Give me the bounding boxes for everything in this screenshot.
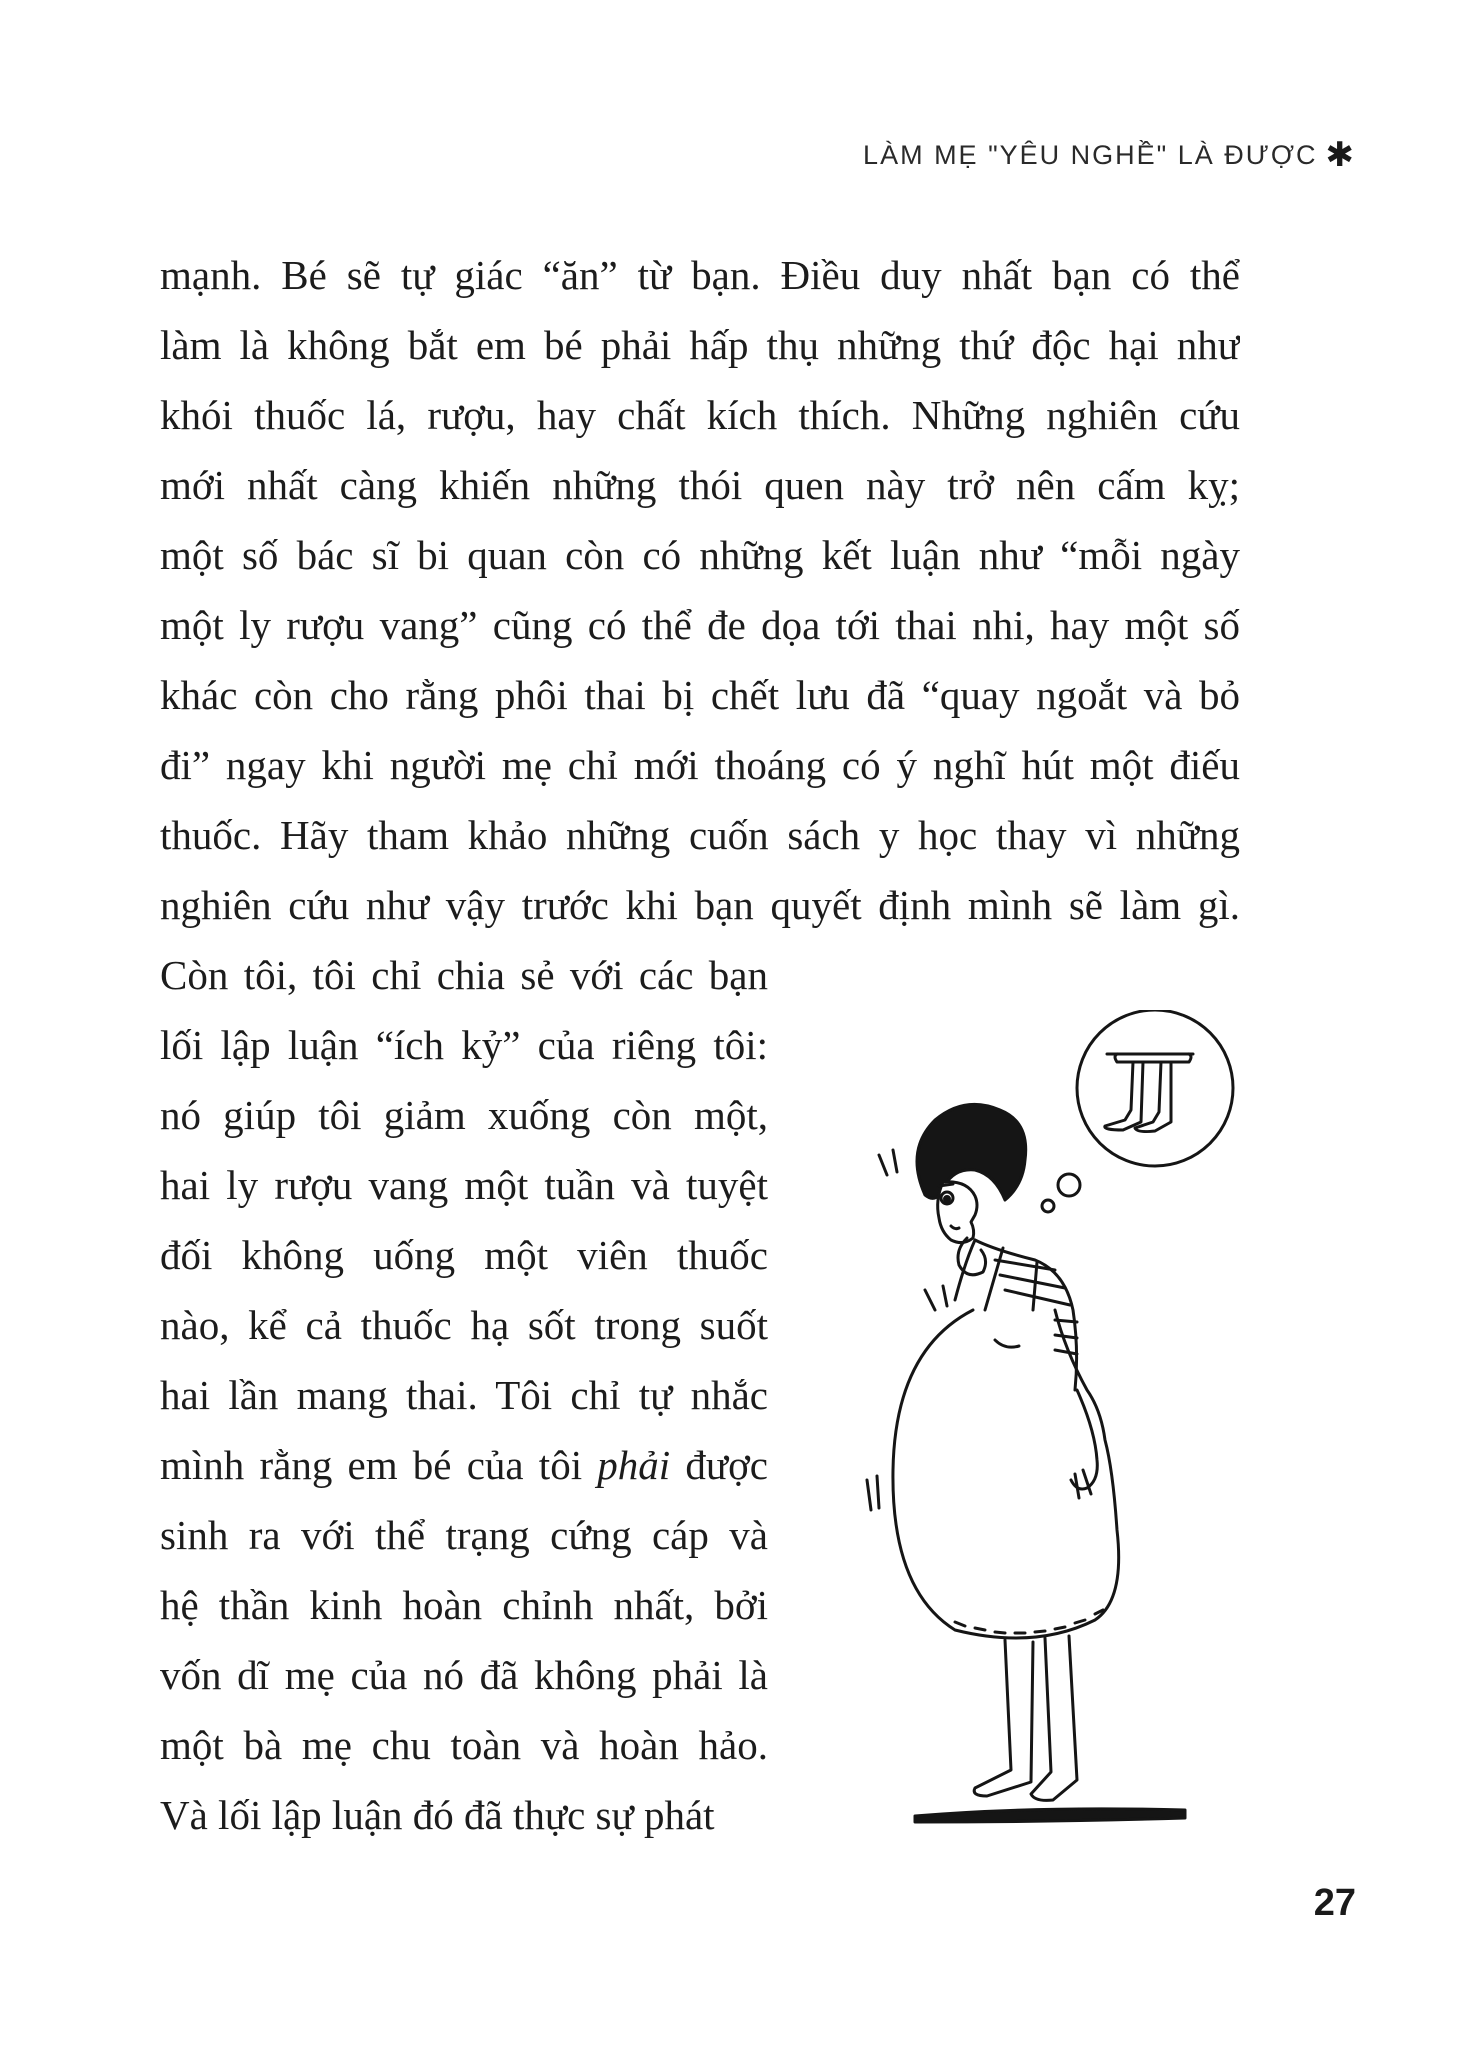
text-line: hai lần mang thai. Tôi chỉ tự nhắc <box>160 1372 768 1418</box>
text-line: nghiên cứu như vậy trước khi bạn quyết định mình sẽ làm gì. <box>160 882 1240 928</box>
text-segment: được <box>670 1442 768 1488</box>
text-line: mới nhất càng khiến những thói quen này trở nên cấm kỵ; <box>160 462 1240 508</box>
text-line: Và lối lập luận đó đã thực sự phát <box>160 1792 715 1838</box>
italic-word: phải <box>597 1442 671 1488</box>
text-line: khác còn cho rằng phôi thai bị chết lưu đã “quay ngoắt và bỏ <box>160 672 1240 718</box>
text-line: hệ thần kinh hoàn chỉnh nhất, bởi <box>160 1582 768 1628</box>
running-title: LÀM MẸ "YÊU NGHỀ" LÀ ĐƯỢC <box>863 139 1318 170</box>
text-line: đối không uống một viên thuốc <box>160 1232 768 1278</box>
text-line: sinh ra với thể trạng cứng cáp và <box>160 1512 768 1558</box>
text-line: thuốc. Hãy tham khảo những cuốn sách y học thay vì những <box>160 812 1240 858</box>
pregnant-woman-thought-bubble-illustration <box>855 1010 1235 1830</box>
asterisk-icon: ✱ <box>1325 136 1356 174</box>
text-line: đi” ngay khi người mẹ chỉ mới thoáng có ý nghĩ hút một điếu <box>160 742 1240 788</box>
text-line: nó giúp tôi giảm xuống còn một, <box>160 1092 768 1138</box>
running-header <box>863 138 1356 172</box>
text-line: làm là không bắt em bé phải hấp thụ những thứ độc hại như <box>160 322 1240 368</box>
text-line: một bà mẹ chu toàn và hoàn hảo. <box>160 1722 768 1768</box>
text-line: nào, kể cả thuốc hạ sốt trong suốt <box>160 1302 768 1348</box>
text-line: hai ly rượu vang một tuần và tuyệt <box>160 1162 768 1208</box>
text-line-italic <box>160 1430 768 1500</box>
page-number: 27 <box>1313 1882 1356 1924</box>
text-segment: mình rằng em bé của tôi <box>160 1442 598 1488</box>
text-line: lối lập luận “ích kỷ” của riêng tôi: <box>160 1022 768 1068</box>
paragraph-top <box>160 240 1240 940</box>
text-line: khói thuốc lá, rượu, hay chất kích thích. Những nghiên cứu <box>160 392 1240 438</box>
text-line: mạnh. Bé sẽ tự giác “ăn” từ bạn. Điều duy nhất bạn có thể <box>160 252 1240 298</box>
text-line: một số bác sĩ bi quan còn có những kết luận như “mỗi ngày <box>160 532 1240 578</box>
text-line: vốn dĩ mẹ của nó đã không phải là <box>160 1652 768 1698</box>
text-line: Còn tôi, tôi chỉ chia sẻ với các bạn <box>160 952 768 998</box>
paragraph-narrow <box>160 940 768 1850</box>
text-line: một ly rượu vang” cũng có thể đe dọa tới thai nhi, hay một số <box>160 602 1240 648</box>
